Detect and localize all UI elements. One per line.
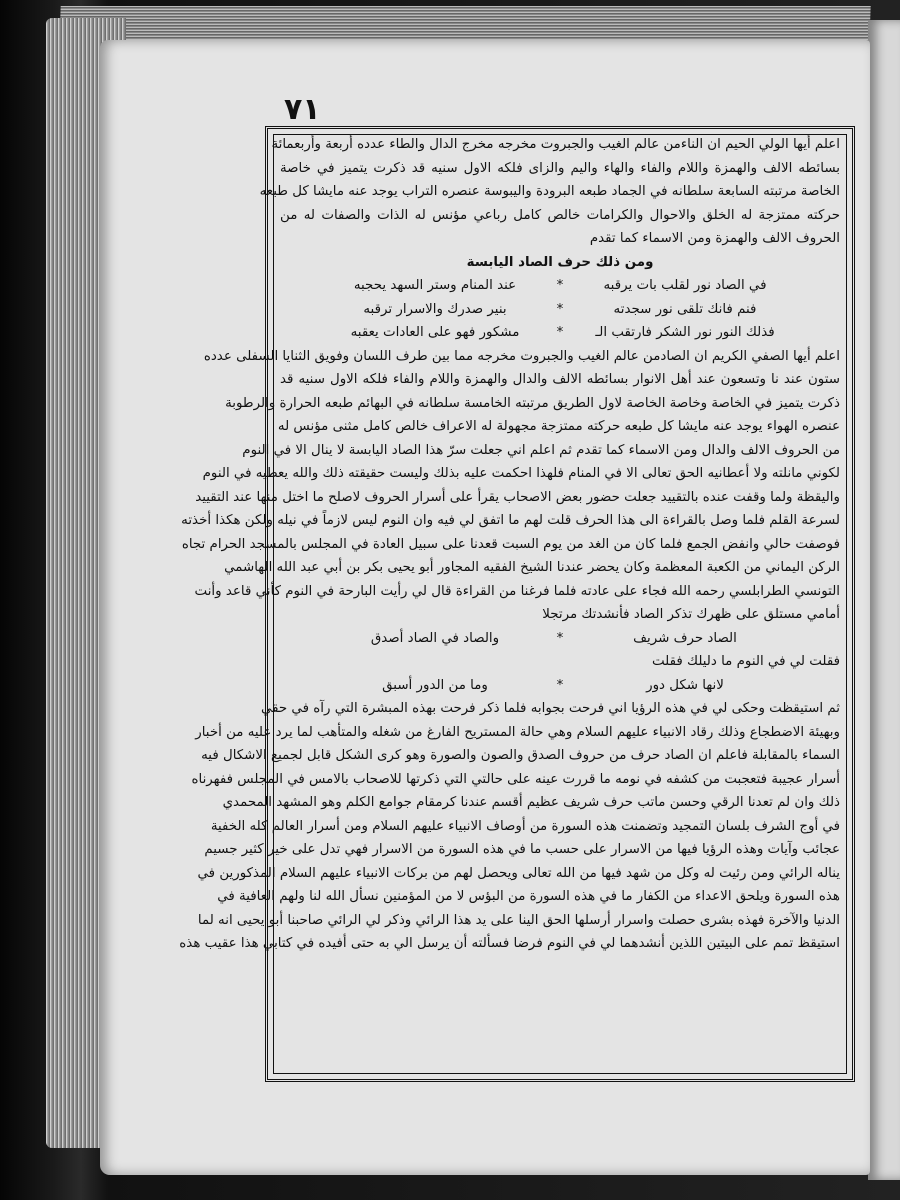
text-line: من الحروف الالف والدال ومن الاسماء كما تقدم ثم اعلم اني جعلت سرّ هذا الصاد اليابسة لا ينال الا في النوم (242, 442, 840, 458)
text-block (179, 133, 840, 1075)
verse-hemistich-1: في الصاد نور لقلب بات يرقبه (603, 278, 767, 293)
text-line: حركته ممتزجة له الخلق والاحوال والكرامات خالص كامل رباعي مؤنس له الذات والصفات له من (280, 207, 840, 223)
verse-line (280, 627, 840, 651)
verse-hemistich-1: الصاد حرف شريف (633, 630, 737, 646)
text-line: فوصفت حالي وانفض الجمع فلما كان من الغد من يوم السبت قعدنا على سبيل العادة في المجلس بالمسجد الحرام تجاه (181, 536, 840, 552)
text-line: عجائب وآيات وهذه الرؤيا فيها من الاسرار على حسب ما في هذه السورة من الاسرار فهي تدل على خير كثير جسيم (204, 842, 840, 857)
text-line: ذلك وان لم تعدنا الرقي وحسن ماتب حرف شريف عظيم أقسم عندنا كرمقام جوامع الكلم وهو المشهد المحمدي (222, 795, 840, 810)
verse-line (280, 674, 840, 698)
text-line: التونسي الطرابلسي رحمه الله فجاء على عادته فلما فرغنا من القراءة قال لي رأيت البارحة في النوم كأني قاعد وأنت (194, 583, 840, 599)
verse-hemistich-2: بنير صدرك والاسرار ترقبه (363, 301, 507, 317)
text-line: أمامي مستلق على ظهرك تذكر الصاد فأنشدتك مرتجلا (542, 607, 840, 622)
text-line: ثم استيقظت وحكى لي في هذه الرؤيا اني فرحت بجوابه فلما ذكر فرحت بهذه المبشرة التي رآه في حقي (260, 701, 840, 716)
text-frame (179, 126, 855, 1082)
verse-separator: * (556, 301, 564, 317)
text-line: فقلت لي في النوم ما دليلك فقلت (652, 654, 840, 669)
verse-separator: * (556, 630, 564, 646)
facing-page-edge (868, 20, 900, 1180)
text-line: لسرعة القلم فلما وصل بالقراءة الى هذا الحرف قلت لهم ما اتفق لي فيه وان النوم ليس لازماً في نيله ولكن هكذا أخذته (181, 513, 840, 528)
section-heading: ومن ذلك حرف الصاد اليابسة (466, 254, 654, 270)
text-line: الركن اليماني من الكعبة المعظمة وكان يحضر عندنا الشيخ الفقيه المجاور أبو يحيى بكر بن أبي عبد الله الهاشمي (224, 560, 840, 575)
verse-hemistich-1: لانها شكل دور (646, 677, 724, 693)
text-line: الخاصة مرتبته السابعة سلطانه في الجماد طبعه البرودة واليبوسة عنصره التراب يوجد عنه مايشا كل طبعه (259, 184, 840, 199)
verse-separator: * (556, 278, 564, 293)
text-line: الدنيا والآخرة فهذه بشرى حصلت واسرار أرسلها الحق الينا على يد هذا الرائي وذكر لي الرائي صاحبنا أبو يحيى انه لما (197, 912, 840, 928)
verse-separator: * (556, 677, 564, 693)
text-line: يناله الرائي ومن رئيت له وكل من شهد فيها من الله تعالى ويحصل لهم من بركات الانبياء عليهم السلام المذكورين في (197, 865, 840, 881)
text-line: بسائطه الالف والهمزة واللام والفاء والهاء واليم والزاى فلكه الاول سنيه قد ذكرت يتميز في خاصة (280, 160, 840, 176)
verse-hemistich-1: فنم فانك تلقى نور سجدته (613, 301, 757, 317)
text-line: السماء بالمقابلة فاعلم ان الصاد حرف من حروف الصدق والصون والصورة وهو كرى الشكل قابل لجميع الاشكال فيه (201, 748, 840, 763)
verse-hemistich-2: والصاد في الصاد أصدق (370, 630, 500, 646)
text-line: وبهيئة الاضطجاع وذلك رقاد الانبياء عليهم السلام وهي حالة المستريح الفارغ من شغله والمتأهب لما يرد عليه من أخبار (195, 724, 840, 740)
text-line: استيقظ تمم على البيتين اللذين أنشدهما لي في النوم فرضا فسألته أن يرسل الي به حتى أفيده في كتابي هذا عقيب هذه (179, 936, 840, 951)
verse-hemistich-1: فذلك النور نور الشكر فارتقب الـ (595, 325, 775, 340)
verse-hemistich-2: وما من الدور أسبق (382, 677, 488, 693)
text-line: الحروف الالف والهمزة ومن الاسماء كما تقدم (589, 231, 840, 246)
verse-separator: * (556, 325, 564, 340)
text-line: ذكرت يتميز في الخاصة وخاصة الخاصة لاول الطريق مرتبته الخامسة سلطانه في البهائم طبعه الحرارة والرطوبة (225, 395, 840, 411)
text-line: اعلم أيها الولي الحيم ان الناءمن عالم الغيب والجبروت مخرجه مخرج الدال والطاء عدده أربعة وأربعمائة (271, 137, 840, 152)
text-line: ستون عند نا وتسعون عند أهل الانوار بسائطه الالف والدال والهمزة واللام والفاء فلكه الاول سنيه قد (280, 372, 840, 387)
text-line: أسرار عجيبة فتعجبت من كشفه في نومه ما قررت عينه على حالتي التي ذكرتها للاصحاب بالامس في المجلس ففهرناه (191, 771, 840, 787)
text-line: واليقظة ولما وقفت عنده بالتقييد جعلت حضور بعض الاصحاب يقرأ على أسرار الحروف لاصلح ما اختل منها عند التقييد (195, 489, 840, 505)
verse-hemistich-2: مشكور فهو على العادات يعقبه (350, 325, 520, 340)
text-line: اعلم أيها الصفي الكريم ان الصادمن عالم الغيب والجبروت مخرجه مما بين طرف اللسان وفويق الثنايا السفلى عدده (203, 348, 840, 364)
text-line: عنصره الهواء يوجد عنه مايشا كل طبعه حركته ممتزجة مجهولة له الاعراف خالص كامل مثنى مؤنس له (277, 419, 840, 434)
verse-line (280, 321, 840, 345)
text-line: لكوني مانلته ولا أعطانيه الحق تعالى الا في المنام فلهذا احكمت عليه بذلك وليست حقيقته ذلك والله يعطيه في النوم (202, 466, 840, 481)
text-line: هذه السورة ويلحق الاعداء من الكفار ما في هذه السورة من البؤس لا من المؤمنين نسأل الله لنا ولهم العافية في (217, 889, 840, 904)
verse-line (280, 298, 840, 322)
verse-hemistich-2: عند المنام وستر السهد يحجبه (353, 278, 517, 293)
page-number: ٧١ (284, 92, 321, 127)
verse-line (280, 274, 840, 298)
text-line: في أوج الشرف بلسان التمجيد وتضمنت هذه السورة من أوصاف الانبياء عليهم السلام ومن أسرار العالم كله الخفية (210, 818, 840, 834)
